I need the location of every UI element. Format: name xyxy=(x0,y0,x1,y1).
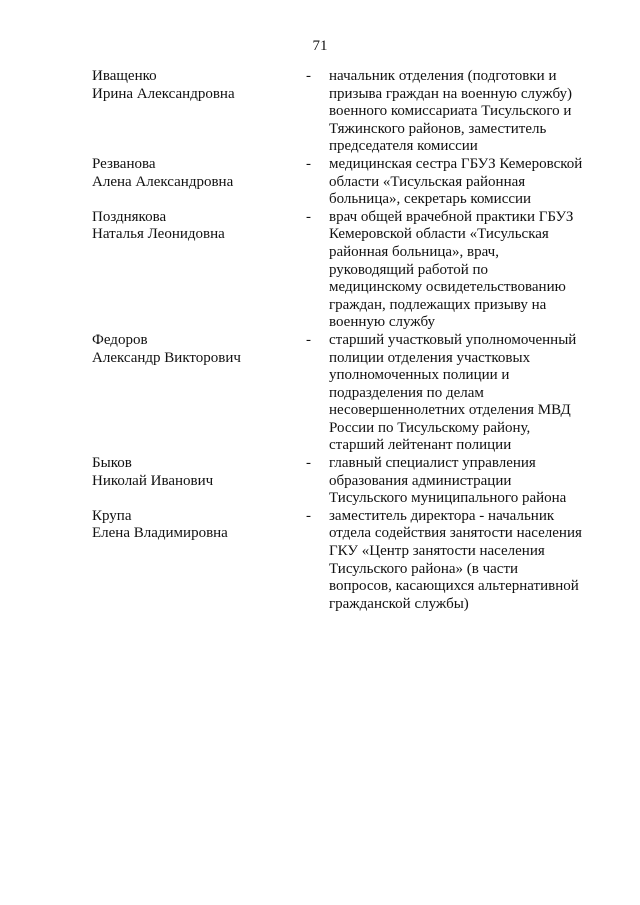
role-line: вопросов, касающихся альтернативной xyxy=(329,578,579,595)
separator-dash: - xyxy=(306,155,311,172)
separator-dash: - xyxy=(306,507,311,524)
member-name xyxy=(92,455,292,490)
role-line: районная больница», врач, xyxy=(329,243,499,260)
member-surname: Крупа xyxy=(92,507,132,524)
member-surname: Федоров xyxy=(92,331,148,348)
member-name xyxy=(92,209,292,244)
role-line: области «Тисульская районная xyxy=(329,173,526,190)
member-entry xyxy=(0,68,640,156)
member-surname: Резванова xyxy=(92,155,156,172)
role-line: подразделения по делам xyxy=(329,384,484,401)
member-entry xyxy=(0,508,640,614)
role-line: образования администрации xyxy=(329,472,512,489)
member-entry xyxy=(0,332,640,455)
member-surname: Быков xyxy=(92,455,132,472)
member-role xyxy=(329,156,594,209)
member-name xyxy=(92,68,292,103)
separator-dash: - xyxy=(306,455,311,472)
member-surname: Позднякова xyxy=(92,208,167,225)
separator-dash: - xyxy=(306,208,311,225)
role-line: врач общей врачебной практики ГБУЗ xyxy=(329,208,574,225)
page-number: 71 xyxy=(312,38,328,54)
role-line: уполномоченных полиции и xyxy=(329,367,510,384)
role-line: гражданской службы) xyxy=(329,595,469,612)
member-given-names: Николай Иванович xyxy=(92,472,214,489)
member-surname: Иващенко xyxy=(92,68,157,84)
role-line: старший участковый уполномоченный xyxy=(329,331,577,348)
role-line: начальник отделения (подготовки и xyxy=(329,68,557,84)
member-given-names: Александр Викторович xyxy=(92,349,241,366)
separator-dash: - xyxy=(306,331,311,348)
role-line: заместитель директора - начальник xyxy=(329,507,555,524)
member-given-names: Наталья Леонидовна xyxy=(92,226,225,243)
role-line: России по Тисульскому району, xyxy=(329,419,531,436)
separator-dash: - xyxy=(306,68,311,84)
member-role xyxy=(329,332,594,455)
role-line: граждан, подлежащих призыву на xyxy=(329,296,547,313)
role-line: председателя комиссии xyxy=(329,138,478,155)
member-name xyxy=(92,156,292,191)
role-line: главный специалист управления xyxy=(329,455,536,472)
role-line: Кемеровской области «Тисульская xyxy=(329,226,549,243)
role-line: Тяжинского районов, заместитель xyxy=(329,120,547,137)
role-line: руководящий работой по xyxy=(329,261,489,278)
member-entry xyxy=(0,209,640,332)
role-line: медицинскому освидетельствованию xyxy=(329,279,566,296)
member-given-names: Ирина Александровна xyxy=(92,85,235,102)
role-line: Тисульского муниципального района xyxy=(329,490,567,507)
member-role xyxy=(329,68,594,156)
role-line: старший лейтенант полиции xyxy=(329,437,512,454)
role-line: полиции отделения участковых xyxy=(329,349,531,366)
member-role xyxy=(329,455,594,508)
member-given-names: Елена Владимировна xyxy=(92,525,228,542)
role-line: военную службу xyxy=(329,314,436,331)
member-name xyxy=(92,508,292,543)
role-line: ГКУ «Центр занятости населения xyxy=(329,543,545,560)
role-line: медицинская сестра ГБУЗ Кемеровской xyxy=(329,155,583,172)
member-entry xyxy=(0,455,640,508)
role-line: Тисульского района» (в части xyxy=(329,560,519,577)
member-role xyxy=(329,209,594,332)
role-line: отдела содействия занятости населения xyxy=(329,525,582,542)
member-name xyxy=(92,332,292,367)
member-given-names: Алена Александровна xyxy=(92,173,234,190)
role-line: призыва граждан на военную службу) xyxy=(329,85,573,102)
role-line: военного комиссариата Тисульского и xyxy=(329,103,572,120)
role-line: больница», секретарь комиссии xyxy=(329,191,532,208)
commission-members-list xyxy=(0,68,640,613)
member-entry xyxy=(0,156,640,209)
role-line: несовершеннолетних отделения МВД xyxy=(329,402,571,419)
member-role xyxy=(329,508,594,614)
